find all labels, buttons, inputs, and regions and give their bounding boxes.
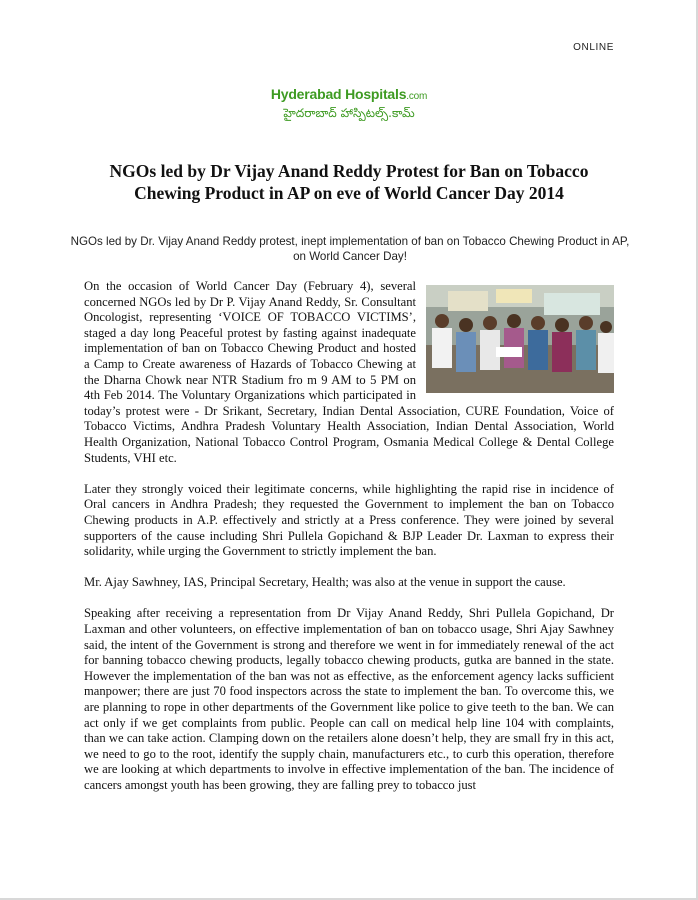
title-line-1: NGOs led by Dr Vijay Anand Reddy Protest for Ban on Tobacco bbox=[109, 161, 589, 181]
paragraph-1: On the occasion of World Cancer Day (February 4), several concerned NGOs led by Dr P. Vijay Anand Reddy, Sr. Consultant Oncologist, representing ‘VOICE OF TOBACCO VICTIMS’, staged a day long Peaceful protest by fasting against inadequate implementation of ban on Tobacco Chewing Product and hosted a Camp to Create awareness of Hazards of Tobacco Chewing at the Dharna Chowk near NTR Stadium fro m 9 AM to 5 PM on 4th Feb 2014. The Voluntary Organizations which participated in today’s protest were - Dr Srikant, Secretary, Indian Dental Association, CURE Foundation, Voice of Tobacco Victims, Andhra Pradesh Voluntary Health Association, Indian Dental Association, World Health Organization, National Tobacco Control Program, Osmania Medical College & Dental College Students, VHI etc. bbox=[84, 279, 614, 465]
protest-photo-image bbox=[426, 285, 614, 393]
site-logo[interactable] bbox=[0, 86, 698, 123]
logo-suffix: .com bbox=[406, 91, 428, 102]
article-title bbox=[0, 160, 698, 204]
paragraph-2: Later they strongly voiced their legitimate concerns, while highlighting the rapid rise in incidence of Oral cancers in Andhra Pradesh; they requested the Government to implement the ban on Tobacco Chewing products in A.P. effectively and strictly at a Press conference. They were joined by several supporters of the cause including Shri Pullela Gopichand & BJP Leader Dr. Laxman to express their solidarity, while urging the Government to strictly implement the ban. bbox=[84, 481, 614, 559]
paragraph-4: Speaking after receiving a representation from Dr Vijay Anand Reddy, Shri Pullela Gopichand, Dr Laxman and other volunteers, on effective implementation of ban on tobacco usage, Shri Ajay Sawhney said, the intent of the Government is strong and therefore we went in for immediately renewal of the act for banning tobacco chewing products, legally tobacco chewing products, gutka are banned in the state. However the implementation of the ban was not as effective, as the enforcement agency lacks sufficient manpower; there are just 70 food inspectors across the state to implement the ban. To overcome this, we are planning to rope in other departments of the Government like police to give teeth to the ban. We can act only if we get complaints from public. People can call on medical help line 104 with complaints, than we can take action. Clamping down on the retailers alone doesn’t help, they are small fry in this act, we need to go to the root, identify the supply chain, manufacturers etc., to curb this operation, therefore we are looking at which departments to involve in effective implementation of the ban. The incidence of cancers amongst youth has been growing, they are falling prey to tobacco just bbox=[84, 606, 614, 792]
article-body bbox=[84, 279, 614, 809]
title-line-2: Chewing Product in AP on eve of World Cancer Day 2014 bbox=[134, 183, 564, 203]
online-label: ONLINE bbox=[573, 42, 614, 53]
paragraph-3: Mr. Ajay Sawhney, IAS, Principal Secretary, Health; was also at the venue in support the cause. bbox=[84, 575, 566, 590]
logo-name: Hyderabad Hospitals bbox=[270, 86, 407, 102]
article-subtitle: NGOs led by Dr. Vijay Anand Reddy protest, inept implementation of ban on Tobacco Chewing Product in AP, on World Cancer Day! bbox=[70, 235, 630, 263]
logo-english bbox=[0, 86, 698, 102]
protest-photo bbox=[426, 285, 614, 393]
logo-telugu: హైదరాబాద్ హాస్పిటల్స్.కామ్ bbox=[283, 106, 415, 120]
